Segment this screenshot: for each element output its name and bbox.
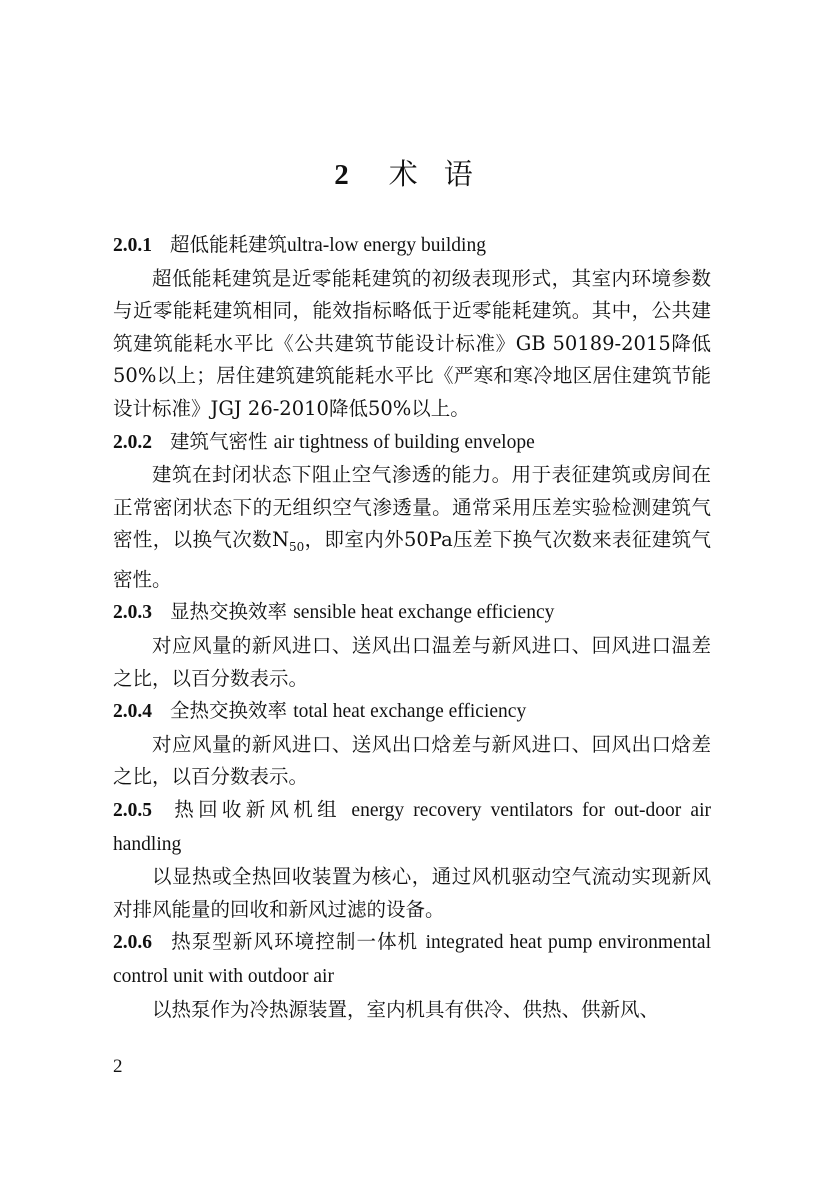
section-title xyxy=(0,152,821,197)
term-number: 2.0.4 xyxy=(113,701,152,723)
term-name-en: total heat exchange efficiency xyxy=(293,701,527,723)
term-name-en: air tightness of building envelope xyxy=(273,431,535,453)
section-number: 2 xyxy=(334,159,351,191)
term-definition: 对应风量的新风进口、送风出口温差与新风进口、回风进口温差之比，以百分数表示。 xyxy=(113,634,711,690)
term-definition: 以显热或全热回收装置为核心，通过风机驱动空气流动实现新风对排风能量的回收和新风过滤的设备。 xyxy=(113,865,711,921)
term-entry-2-0-1 xyxy=(113,229,711,426)
section-title-char-2: 语 xyxy=(443,157,475,191)
term-heading xyxy=(113,926,711,993)
term-number: 2.0.6 xyxy=(113,932,152,954)
subscript: 50 xyxy=(289,540,305,555)
term-name-cn: 热回收新风机组 xyxy=(170,797,341,821)
term-definition xyxy=(113,459,711,596)
term-name-en: ultra-low energy building xyxy=(287,235,486,256)
term-name-en: integrated heat pump environmental control unit with outdoor air xyxy=(113,932,711,987)
term-number: 2.0.5 xyxy=(113,799,152,821)
term-entry-2-0-2 xyxy=(113,426,711,597)
term-entry-2-0-5 xyxy=(113,794,711,926)
term-entry-2-0-3 xyxy=(113,596,711,695)
term-definition: 以热泵作为冷热源装置，室内机具有供冷、供热、供新风、 xyxy=(152,997,660,1021)
term-definition-part: ，即室内外50Pa压差下换气次数来表征建筑气密性。 xyxy=(113,528,711,591)
term-definition-part: 建筑在封闭状态下阻止空气渗透的能力。用于表征建筑或房间在正常密闭状态下的无组织空气渗透量。通常采用压差实验检测建筑气密性，以换气次数N xyxy=(113,463,711,552)
term-heading xyxy=(113,229,711,263)
term-name-en: sensible heat exchange efficiency xyxy=(293,602,555,624)
term-name-cn: 热泵型新风环境控制一体机 xyxy=(170,930,419,954)
term-entry-2-0-4 xyxy=(113,695,711,794)
term-number: 2.0.3 xyxy=(113,602,152,624)
term-definition: 超低能耗建筑是近零能耗建筑的初级表现形式，其室内环境参数与近零能耗建筑相同，能效指标略低于近零能耗建筑。其中，公共建筑建筑能耗水平比《公共建筑节能设计标准》GB 50189-2015降低50%以上；居住建筑建筑能耗水平比《严寒和寒冷地区居住建筑节能设计标准》JGJ 26-2010降低50%以上。 xyxy=(113,266,711,420)
term-name-cn: 建筑气密性 xyxy=(170,429,268,453)
term-heading xyxy=(113,426,711,460)
term-heading xyxy=(113,596,711,630)
term-name-en: energy recovery ventilators for out-door air handling xyxy=(113,799,711,855)
term-definition: 对应风量的新风进口、送风出口焓差与新风进口、回风出口焓差之比，以百分数表示。 xyxy=(113,732,711,789)
term-heading xyxy=(113,794,711,861)
page-number: 2 xyxy=(113,1056,123,1077)
term-name-cn: 超低能耗建筑 xyxy=(170,233,288,256)
term-entry-2-0-6 xyxy=(113,926,711,1026)
term-number: 2.0.1 xyxy=(113,235,152,256)
term-name-cn: 显热交换效率 xyxy=(170,600,288,624)
term-number: 2.0.2 xyxy=(113,431,152,453)
terms-content xyxy=(113,229,711,1026)
term-name-cn: 全热交换效率 xyxy=(170,699,288,723)
term-heading xyxy=(113,695,711,729)
section-title-char-1: 术 xyxy=(388,157,420,191)
